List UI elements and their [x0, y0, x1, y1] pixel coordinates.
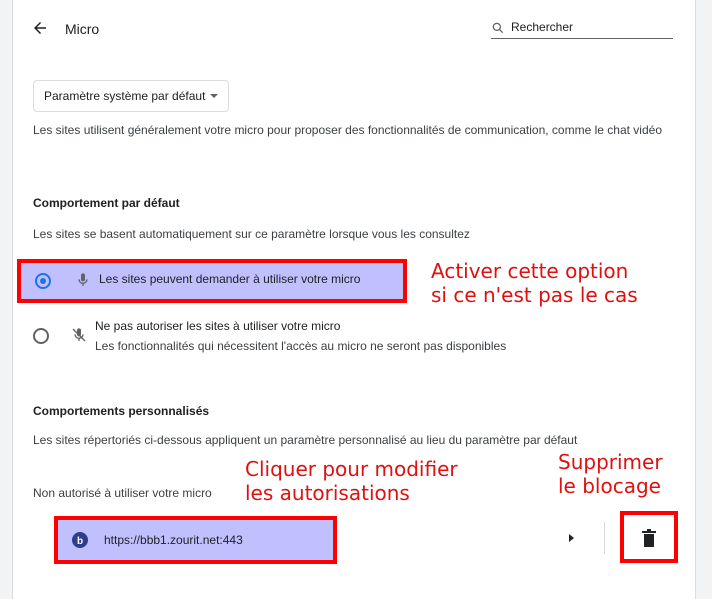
option-block[interactable] [33, 314, 593, 358]
blocked-list-label: Non autorisé à utiliser votre micro [33, 486, 212, 500]
arrow-right-icon[interactable] [565, 532, 577, 544]
svg-text:b: b [76, 536, 84, 547]
custom-description: Les sites répertoriés ci-dessous appliquent un paramètre personnalisé au lieu du paramètre par défaut [33, 433, 578, 447]
trash-icon [641, 529, 657, 547]
back-arrow-icon[interactable] [31, 19, 49, 37]
annotation-delete: Supprimer le blocage [558, 450, 663, 498]
row-divider [604, 522, 605, 554]
page-title: Micro [65, 21, 100, 37]
custom-heading: Comportements personnalisés [33, 404, 210, 418]
delete-button[interactable] [620, 511, 678, 563]
site-favicon-icon [72, 532, 88, 548]
annotation-activate: Activer cette option si ce n'est pas le cas [431, 259, 638, 307]
site-row[interactable] [54, 516, 337, 564]
default-description: Les sites se basent automatiquement sur ce paramètre lorsque vous les consultez [33, 227, 470, 241]
annotation-modify: Cliquer pour modifier les autorisations [245, 457, 458, 505]
search-input[interactable] [511, 18, 671, 36]
dropdown-caret-icon [210, 94, 218, 98]
option-block-label: Ne pas autoriser les sites à utiliser votre micro [95, 319, 341, 333]
site-url: https://bbb1.zourit.net:443 [104, 533, 243, 547]
option-allow-ask[interactable] [17, 259, 407, 303]
select-value: Paramètre système par défaut [44, 89, 206, 103]
search-box[interactable] [491, 18, 673, 39]
mic-device-select[interactable] [33, 80, 229, 112]
default-heading: Comportement par défaut [33, 196, 180, 210]
radio-allow-ask[interactable] [35, 273, 51, 289]
radio-block[interactable] [33, 328, 49, 344]
option-block-sublabel: Les fonctionnalités qui nécessitent l'accès au micro ne seront pas disponibles [95, 339, 507, 353]
mic-off-icon [71, 327, 87, 343]
search-icon [491, 21, 505, 35]
intro-text: Les sites utilisent généralement votre micro pour proposer des fonctionnalités de communication, comme le chat vidéo [33, 123, 662, 137]
option-allow-ask-label: Les sites peuvent demander à utiliser votre micro [99, 272, 361, 286]
mic-icon [75, 272, 91, 288]
